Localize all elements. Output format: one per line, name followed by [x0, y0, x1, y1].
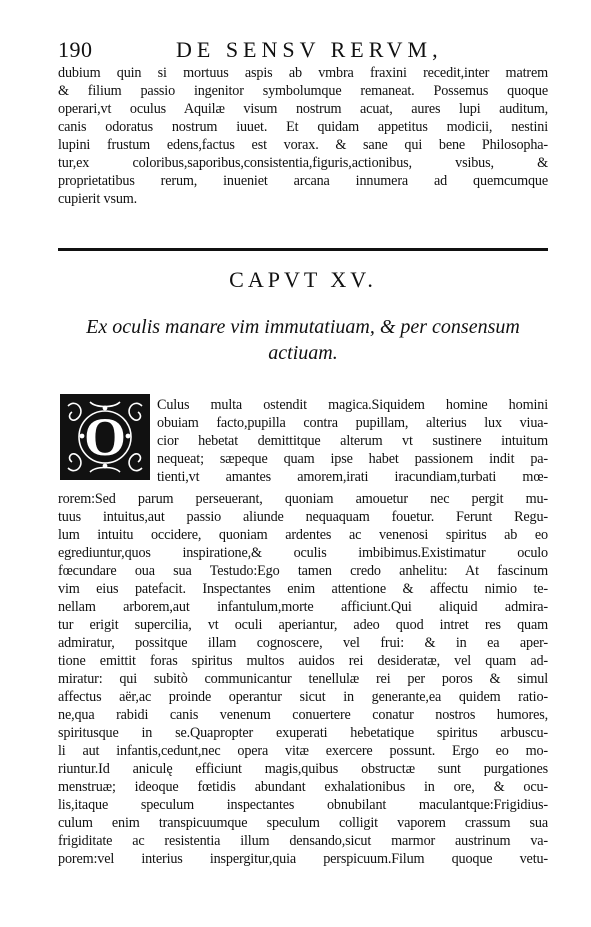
text-line: Culus multa ostendit magica.Siquidem homine homini — [157, 397, 548, 413]
text-line: operari,vt oculus Aquilæ visum nostrum acuat, aures lupi auditum, — [58, 101, 548, 117]
initial-letter: O — [83, 407, 126, 467]
text-line: canis odoratus nostrum iuuet. Et quidam appetitus modicii, nestini — [58, 119, 548, 135]
text-line: cupierit vsum. — [58, 191, 138, 207]
text-line: li aut infantis,cedunt,nec opera vitæ exercere possunt. Ergo eo mo- — [58, 743, 548, 759]
text-line: & filium passio ingenitor symbolumque remaneat. Possemus quoque — [58, 83, 548, 99]
text-line: spiritusque in se.Quapropter exuperati hebetatique spiritus arbuscu- — [58, 725, 548, 741]
text-line: cior hebetat demittitque alterum vt sustinere intuitum — [157, 433, 548, 449]
text-line: frigiditate ac resistentia illum densando,sicut marmor austrinum va- — [58, 833, 548, 849]
text-line: lum intuitu occidere, quoniam ardentes ac venenosi spiritus ab eo — [58, 527, 548, 543]
text-line: nequeat; sæpeque quam ipse habet passionem indit pa- — [157, 451, 548, 467]
section-divider — [58, 248, 548, 251]
text-line: lupini frustum edens,factus est vorax. & sane qui bene Philosopha- — [58, 137, 548, 153]
text-line: nellam arborem,aut infantulum,morte afficiunt.Qui aliquid admira- — [58, 599, 548, 615]
text-line: vim eius patefacit. Inspectantes enim attentione & affectu nimio te- — [58, 581, 548, 597]
chapter-heading: CAPVT XV. — [229, 267, 377, 292]
text-line: tuus intuitus,aut passio aliunde nequaquam fouetur. Ferunt Regu- — [58, 509, 548, 525]
text-line: tione emittit foras spiritus multos auidos rei desideratæ, vel quam ad- — [58, 653, 548, 669]
text-line: culum enim transpicuumque speculum colligit vaporem crassum sua — [58, 815, 548, 831]
running-title: DE SENSV RERVM, — [176, 37, 443, 62]
decorated-initial — [60, 394, 150, 480]
text-line: riuntur.Id aniculę efficiunt magis,quibus obstructæ sunt purgationes — [58, 761, 548, 777]
text-line: proprietatibus rerum, inueniet arcana innumera ad quemcumque — [58, 173, 548, 189]
page-number: 190 — [58, 37, 93, 62]
text-line: porem:vel interius inspergitur,quia perspicuum.Filum quoque vetu- — [58, 851, 548, 867]
chapter-subtitle: Ex oculis manare vim immutatiuam, & per consensum — [86, 316, 520, 338]
text-line: egrediuntur,quos inspiratione,& oculis imbibimus.Existimatur oculo — [58, 545, 548, 561]
text-line: fœcundare oua sua Testudo:Ego tamen credo anhelitu: At fascinum — [58, 563, 548, 579]
text-line: admiratur, possitque illam cognoscere, vel frui: & in ea aper- — [58, 635, 548, 651]
text-line: tur,ex coloribus,saporibus,consistentia,figuris,actionibus, vsibus, & — [58, 155, 548, 171]
text-line: ne,qua rabidi canis venenum conuertere conatur nostros humores, — [58, 707, 548, 723]
text-line: tienti,vt amantes amorem,irati iracundiam,turbati mœ- — [157, 469, 548, 485]
text-line: menstruæ; ideoque fœtidis abundant exhalationibus in ore, & ocu- — [58, 779, 548, 795]
text-line: rorem:Sed parum perseuerant, quoniam amouetur nec pergit mu- — [58, 491, 548, 507]
text-line: dubium quin si mortuus aspis ab vmbra fraxini recedit,inter matrem — [58, 65, 548, 81]
text-line: lis,itaque speculum inspectantes obnubilant maculantque:Frigidius- — [58, 797, 548, 813]
text-line: miratur: qui subitò communicantur tenellulæ rei per poros & simul — [58, 671, 548, 687]
chapter-subtitle: actiuam. — [268, 342, 338, 364]
text-line: obuiam facto,pupilla contra pupillam, alterius lux viua- — [157, 415, 548, 431]
page-header — [58, 36, 548, 64]
text-line: affectus aër,ac proinde operantur sicut in generante,ea quidem ratio- — [58, 689, 548, 705]
text-line: tur erigit supercilia, vt oculi aperiantur, adeo quod intret res quam — [58, 617, 548, 633]
